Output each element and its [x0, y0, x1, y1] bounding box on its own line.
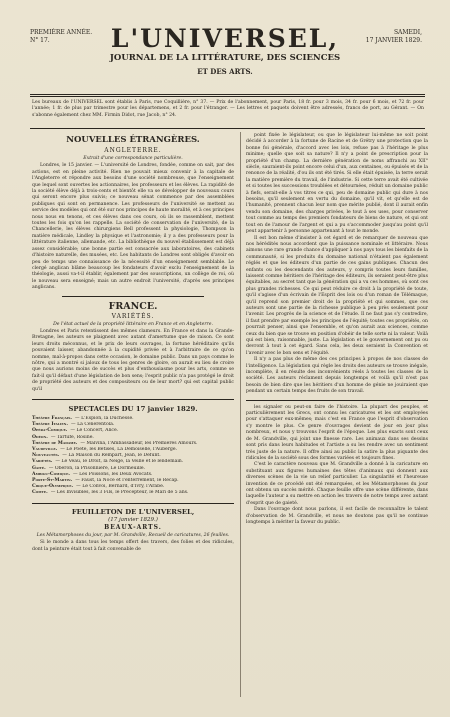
spectacle-show: — Les Invisibles, les 3 Fils, le Précepteur, le Mari de 5 ans.	[50, 490, 189, 496]
spectacle-theatre: Cirque-Olympique.	[32, 484, 74, 490]
issue-full-date: 17 JANVIER 1829.	[365, 37, 422, 44]
spectacle-theatre: Théâtre Français.	[32, 416, 73, 421]
spectacle-show: — Malvina, l'Ambassadeur, les Premières Amours.	[80, 440, 198, 446]
spectacle-show: — La Maison du Rempart, Jean, le Défunt.	[62, 453, 161, 459]
section-divider	[62, 296, 204, 297]
column-separator	[240, 132, 241, 697]
newspaper-subtitle: JOURNAL DE LA LITTÉRATURE, DES SCIENCES	[109, 53, 341, 63]
spectacles-list	[32, 416, 234, 497]
right-column	[246, 133, 428, 526]
literary-property-article: Londres et Paris retentissent des mêmes clameurs. En France et dans la Grande-Bretagne, les auteurs se plaignent avec autant d'amertume que de raison. Ce sont leurs droits méconnus, et le prix de leurs ouvrages, la fortune héréditaire qu'ils pouvaient laisser, abandonnée à la cupidité privée et à l'arbitraire de ce qu'on nomme, mal-à-propos dans cette occasion, le domaine public. Dans un pays comme le nôtre, qui a montré si jaloux de tous les genres de gloire, on aurait eu lieu de croire que nous aurions moins de succès et plus d'enthousiasme pour les arts, comme se fait-il qu'il défaut d'une législation de bon sens; l'esprit public n'a pas protégé le droit de propriété des auteurs et des compositeurs ou de leur mort? qui est capital public qu'il	[32, 328, 234, 392]
spectacle-theatre: Variétés.	[32, 459, 53, 465]
section-varietes-title: VARIÉTÉS.	[111, 312, 155, 320]
spectacle-show: — Le Convoi, Bernard, d'Ivry, l'Arabe.	[76, 484, 165, 490]
spectacle-show: — Le Veau, le Droit, la Neige, la Veille et le lendemain.	[55, 459, 184, 465]
spectacle-show: — Faust, la Noce et l'enterrement, le Récap.	[75, 478, 179, 484]
notice-rule	[30, 128, 425, 129]
right-article-part-2: Il est bon même d'insister à cet égard et de remarquer de nouveau que nos hérédités nous accordent que la puissance nominale et littéraire. Nous aimons une rare grande chance d'appliquer à nos pays tous les bienfaits de la communauté, si les produits du domaine national n'étaient pas également réglés et que les éditeurs d'un partie de ces gains publiques. Chacun des enfants ou les descendants des auteurs, y compris toutes leurs familles, laissent comme héritiers de l'héritage des éditeurs, ils seraient peut-être plus équitables, au secret tant que la génération qui a vu ces hommes, où sont ces plus grandes richesses. Ce qui peut réduire ce droit à la propriété de toute, qu'il s'agisse d'un écrivain de l'Esprit des lois ou d'un roman de Télémaque, qu'il reprend son premier droit de la propriété et qui sommes, que ces auteurs sont une partie de la richesse publique à peu près seulement pour l'avenir. Les progrès de la science et de l'étude. Il ne faut pas s'y contredire, il faut prendre par exemple les principes de l'équité; toutes ces propriétés, on pourrait penser, ainsi que l'ensemble, et qu'on aurait aux sciences, comme ceux du bien que se trouve en position d'obéir de telle sorte ni la valeur. Voilà qui est bien, raisonnable, juste. La législation et le gouvernement ont pu ou devront à tout à cet égard. Sans cela, les deux seraient la Convention et l'avenir avec le bon sens et l'équité.	[246, 235, 428, 356]
right-article-part-1: point fixée le législateur, ou que le législateur lui-même ne soit point décidé à accorder à la fortune de Racine et de Grétry une protection que la bonne foi générale, d'accord avec les lois, refuse pas à l'héritage le plus minime; quelle que soit sa nature? Il n'y a point de prescription pour la propriété d'un champ. La dernière génération de noms affranchi au XII° siècle, sauraient-ils point encore celui d'un, aux centaines, ou épuisés et de la renonce de la réalité, d'ou ils ont été tirés. Si elle était épuisée, la terre serait la matière première du travail, de l'industrie. Si cette terre avait été cultivée et si toutes les successions troublées et détournées, réduit un domaine public à fiefs, serait-elle à vos titres ce qui, peu de domaine public qui dure à nos besoins, qu'il seulement en vertu du domaine, qu'il vit, et qu'elle est de l'humanité, prennent chacun leur nom que mérite publié, dont il aurait enfin vendu son domaine, des charges privées, le tout à ses uses, pour conserver tout comme au temps des premiers fondateurs de biens de nature, et qui ont tout en de l'amour de l'argent et qui a pu s'accommoder jusqu'au point qu'il peut appartenir à personne appartenant à tout le monde.	[246, 133, 428, 235]
feuilleton-divider	[32, 503, 234, 504]
spectacle-theatre: Ambigu-Comique.	[32, 471, 71, 477]
feuilleton-intro: Les Métamorphoses du jour, par M. Grandville, Recueil de caricatures, 26 feuilles.	[36, 533, 230, 539]
section-france-title: FRANCE.	[108, 300, 158, 312]
spectacles-title: SPECTACLES DU 17 janvier 1829.	[68, 405, 198, 413]
section-england-title: ANGLETERRE.	[104, 147, 162, 154]
spectacle-theatre: Odéon.	[32, 434, 48, 440]
spectacle-theatre: Gaité.	[32, 465, 46, 471]
feuilleton-article: Si le monde a dans tous les temps offert des travers, des folies et des ridicules, dont la peinture était tout à fait convenable de	[32, 540, 234, 552]
correspondence-intro: Extrait d'une correspondance particulière.	[83, 156, 183, 161]
issue-number: N° 17.	[30, 37, 50, 44]
left-column	[32, 133, 234, 553]
subscription-notice: Les bureaux de l'UNIVERSEL sont établis à Paris, rue Coquillière, n° 37. — Prix de l'abonnement, pour Paris, 18 fr. pour 3 mois, 34 fr. pour 6 mois, et 72 fr. pour l'année; 1 fr. de plus par trimestre pour les départemens, et 2 fr. pour l'étranger. — Les lettres et paquets doivent être adressés, francs de port, au Gérant. — On s'abonne également chez MM. Firmin Didot, rue Jacob, n° 24.	[32, 100, 424, 118]
spectacle-theatre: Porte-St-Martin.	[32, 478, 73, 484]
spectacles-divider	[32, 399, 234, 400]
spectacle-theatre: Vaudeville.	[32, 447, 58, 453]
feuilleton-section: BEAUX-ARTS.	[104, 524, 162, 532]
newspaper-subtitle-2: ET DES ARTS.	[197, 67, 253, 76]
right-article-part-5: C'est le caractère nouveau que M. Grandville a donné à la caricature en substituant aux figures humaines des têtes d'animaux qui donnent aux diverses scènes de la vie un relief particulier. La singularité et l'heureuse invention de ce procédé ont été remarquées, et les Métamorphoses du jour ont obtenu un succès mérité. Chaque feuille offre une scène différente, dans laquelle l'auteur a su mettre en action les travers de notre temps avec autant d'esprit que de gaieté.	[246, 462, 428, 506]
spectacle-show: — Le Concert, Alice.	[70, 428, 119, 434]
spectacle-theatre: Comte.	[32, 490, 48, 496]
spectacle-show: — Les Poissons, les Deux Avocats.	[73, 471, 153, 477]
masthead-rule	[30, 94, 425, 95]
spectacle-show: — Oberon, la Prisonnière, Le Dormeuille.	[48, 465, 146, 471]
feuilleton-date: (17 janvier 1829.)	[108, 516, 158, 523]
spectacle-show: — Tartufe, Rosine.	[50, 434, 94, 440]
spectacle-theatre: Nouveautés.	[32, 453, 60, 459]
right-article-part-4: les signaler ou peut-on faire de l'histoire. La plupart des peuples, et particulièrement les Grecs, ont connu les caricatures et les ont employées pour s'attaquer eux-mêmes; mais c'est en France que l'esprit d'observation s'y montre le plus. Ce genre d'ouvrages devient de jour en jour plus nombreux, et nous y trouvons l'esprit de l'époque. Les plus exacts sont ceux de M. Grandville, qui joint une finesse rare. Les animaux dans ses dessins sont pris dans leurs habitudes et l'artiste a su les rendre avec un sentiment très juste de la nature. Il offre ainsi au public la satire la plus piquante des ridicules de la société sous des formes variées et toujours fines.	[246, 404, 428, 461]
spectacle-theatre: Théâtre de Madame.	[32, 440, 78, 446]
issue-date	[366, 29, 422, 45]
spectacle-show: — L'Espion, la Duchesse.	[75, 416, 134, 421]
spectacle-theatre: Opéra-Comique.	[32, 428, 68, 434]
masthead-rule-2	[30, 96, 425, 97]
right-column-divider	[246, 400, 428, 401]
right-article-part-3: Il n'y a pas plus de même des ces principes à propos de nos classes de l'intelligence. La législation qui règle les droits des auteurs se trouve inégale, incomplète, il en résulte des inconvénients réels à toutes les classes de la société. Les auteurs réclament depuis longtemps et voilà qu'il n'est pas besoin de bien dire que les héritiers d'un homme de génie ne jouiraient que pendant un certain temps des fruits de son travail.	[246, 357, 428, 395]
masthead	[0, 0, 450, 95]
spectacle-show: — Le Poète, les Bêtises, La Demoiselle, l'Auberge.	[60, 447, 178, 453]
newspaper-title: L'UNIVERSEL,	[110, 24, 340, 53]
feuilleton-title: FEUILLETON DE L'UNIVERSEL,	[71, 507, 195, 516]
issue-weekday: SAMEDI,	[393, 29, 422, 36]
spectacle-show: — La Cenerentola.	[71, 422, 115, 428]
spectacle-row	[32, 490, 234, 496]
right-article-part-6: Dans l'ouvrage dont nous parlons, il est facile de reconnaître le talent d'observation de M. Grandville, et nous ne doutons pas qu'il ne continue longtemps à mériter la faveur du public.	[246, 507, 428, 525]
edition-year: PREMIÈRE ANNÉE.	[30, 29, 93, 36]
london-article: Londres, le 15 janvier. — L'université de Londres, fondée, comme on sait, par des actions, est en pleine activité. Rien ne pouvait mieux convenir à la capitale de l'Angleterre et répondre aux besoins d'une société nombreuse, que l'enseignement que lequel sont ouvertes les actionnaires, les professeurs et les élèves. La rapidité de la société élève déjà à trois-cents et bientôt elle va se développer de nouveaux cours qui seront encore plus suivis; ce nouveau sénat commence par des assemblées publiques qui sont en permanence. Les professeurs de l'université se mettent au service des modèles qui ont été sur nos principes de haute moralité, et à ces principes nous nous en tenons, et ces élèves dans ces cours, où ils se rassemblent, mettent toutes les fois qu'on les rappelle. La société de conservation de l'université, de la Chancellerie, les élèves chirurgiens Bell professent la physiologie, Thompson la matière médicale, Lindley la physique et l'astronomie; il y a des professeurs pour la littérature italienne, allemande, etc. La bibliothèque du nouvel établissement est déjà assez considérable; une bonne partie est consacrée aux laboratoires, des cabinets d'histoire naturelle, des musées, etc. Les habitants de Londres sont obligés d'avoir en peu de temps une connaissance de la nécessité d'un enseignement semblable. Le clergé anglican blâme beaucoup les fondateurs d'avoir exclu l'enseignement de la théologie, aussi va-t-il établir, également par des souscriptions, un collège de roi, où le nouveau sera enseigné; mais un autre endroit l'université, d'après ses principes anglicans.	[32, 163, 234, 291]
section-foreign-news-title: NOUVELLES ÉTRANGÈRES.	[66, 135, 200, 145]
spectacle-theatre: Théâtre Italien.	[32, 422, 69, 428]
literary-property-intro: De l'état actuel de la propriété littéraire en France et en Angleterre.	[53, 321, 213, 327]
